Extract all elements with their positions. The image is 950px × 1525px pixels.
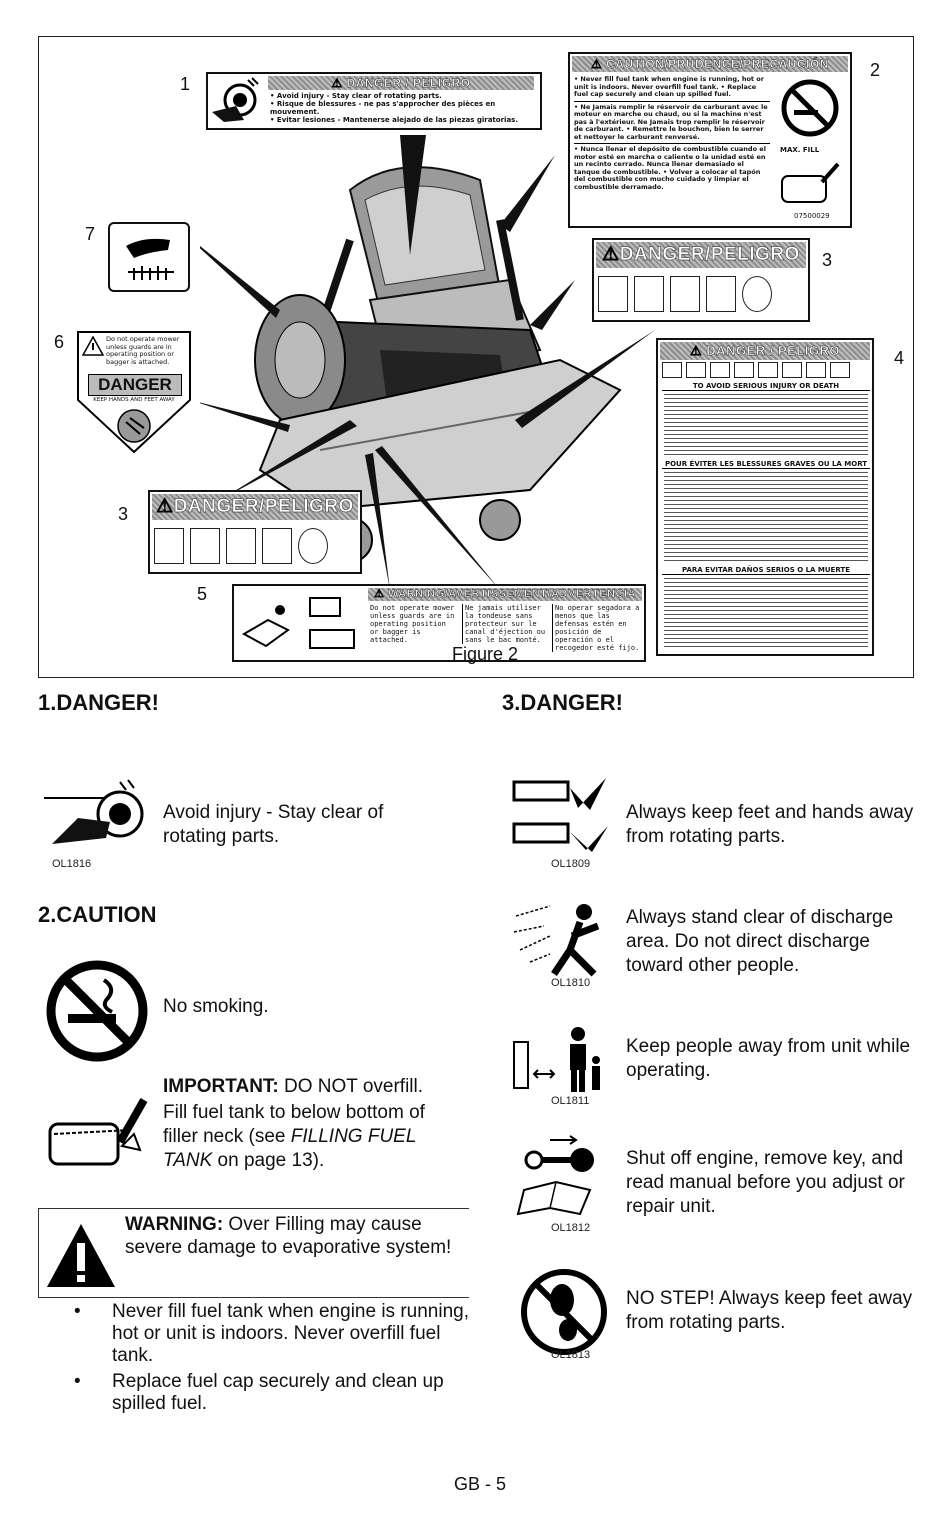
mower-discharge-icon (238, 590, 302, 656)
pictogram-icon (806, 362, 826, 378)
section-3-code-2: OL1810 (551, 977, 591, 989)
list-item (74, 1301, 469, 1367)
bullet-text: Never fill fuel tank when engine is running, hot or unit is indoors. Never overfill fuel tank. (112, 1301, 469, 1366)
fuel-tank-icon (778, 158, 844, 206)
decal-4-heading-fr: POUR ÉVITER LES BLESSURES GRAVES OU LA MORT (662, 460, 870, 469)
decal-3-bottom-banner-text: DANGER/PELIGRO (173, 496, 354, 517)
decal-4-fine-print-fr (664, 472, 868, 562)
section-1-title: 1.DANGER! (38, 690, 160, 715)
section-3-text-3: Keep people away from unit while operating. (626, 1036, 911, 1081)
bullet-dot: • (74, 1371, 81, 1392)
pictogram-icon (734, 362, 754, 378)
pictogram-icon (710, 362, 730, 378)
decal-5-en: Do not operate mower unless guards are in operating position or bagger is attached. (370, 604, 455, 644)
section-2-title: 2.CAUTION (38, 902, 157, 927)
warning-triangle-icon (45, 1221, 117, 1289)
decal-5-es: No operar segadora a menos que las defensas estén en posición de operación o el recogedor esté fijo. (552, 604, 643, 652)
callout-6: 6 (54, 332, 65, 352)
important-label: IMPORTANT: (163, 1076, 279, 1097)
decal-2-banner (572, 56, 848, 72)
decal-7 (108, 222, 190, 292)
section-3-code-5: OL1813 (551, 1349, 591, 1361)
max-fill-label: MAX. FILL (780, 146, 820, 154)
decal-3-bottom (148, 490, 362, 574)
warning-triangle-icon: ⚠ (591, 57, 603, 71)
section-3-text-2: Always stand clear of discharge area. Do not direct discharge toward other people. (626, 907, 894, 976)
decal-4-fine-print-en (664, 394, 868, 456)
decal-2-banner-text: CAUTION/PRUDENCE/PRECAUCIÓN (606, 57, 829, 71)
decal-6 (74, 330, 194, 454)
decal-6-text: Do not operate mower unless guards are in operating position or bagger is attached. (106, 335, 180, 366)
read-manual-icon (262, 528, 292, 564)
key-manual-icon (510, 1132, 620, 1218)
section-3-text-1: Always keep feet and hands away from rotating parts. (626, 802, 914, 847)
warning-triangle-icon: ⚠ (602, 244, 620, 265)
warning-text (125, 1213, 465, 1259)
decal-1-banner-text: DANGER / PELIGRO (346, 76, 471, 90)
decal-3-top-banner (596, 242, 806, 268)
decal-4-heading-es: PARA EVITAR DAÑOS SERIOS O LA MUERTE (662, 566, 870, 575)
pictogram-icon (686, 362, 706, 378)
decal-4-pictograms (662, 362, 870, 380)
decal-4-banner-text: DANGER / PELIGRO (706, 343, 840, 358)
filling-fuel-tank-reference[interactable]: FILLING FUEL TANK (163, 1126, 417, 1171)
decal-3-bottom-pictograms (154, 528, 360, 568)
section-1-text: Avoid injury - Stay clear of rotating parts. (163, 802, 384, 847)
callout-4: 4 (894, 348, 905, 368)
keep-people-away-icon (226, 528, 256, 564)
callout-5: 5 (197, 584, 208, 604)
decal-6-sub: KEEP HANDS AND FEET AWAY (93, 397, 175, 403)
section-3-text-5: NO STEP! Always keep feet away from rotating parts. (626, 1288, 913, 1333)
important-note (163, 1075, 463, 1099)
decal-5-banner (368, 588, 642, 601)
warning-triangle-icon: ⚠ (156, 496, 174, 517)
rotating-parts-icon (210, 76, 262, 126)
warning-triangle-icon: ⚠ (690, 343, 703, 358)
callout-2: 2 (870, 60, 881, 80)
bullet-dot: • (74, 1301, 81, 1322)
decal-5 (232, 584, 646, 662)
keep-people-away-icon (510, 1026, 620, 1096)
warning-label: WARNING: (125, 1214, 224, 1235)
decal-5-banner-text: WARNING/AVERTISSEMENT/ADVERTENCIA (388, 588, 636, 600)
decal-3-bottom-banner (152, 494, 358, 520)
section-3-code-3: OL1811 (551, 1095, 590, 1107)
list-item (74, 1371, 469, 1415)
discharge-icon (190, 528, 220, 564)
decal-5-fr: Ne jamais utiliser la tondeuse sans protecteur sur le canal d'éjection ou sans le bac monté. (462, 604, 551, 644)
pictogram-icon (782, 362, 802, 378)
read-manual-icon (706, 276, 736, 312)
fill-text-b: on page 13). (212, 1150, 325, 1171)
decal-3-top-pictograms (598, 276, 808, 316)
decal-2-es: • Nunca llenar el depósito de combustible cuando el motor esté en marcha o caliente o la unidad esté en un recinto cerrado. Nunca llenar demasiado el tanque de combustible. • Volver a colocar el tapón del combustible con mucho cuidado y limpiar el combustible derramado. (574, 145, 766, 191)
no-smoking-text: No smoking. (163, 996, 269, 1017)
decal-1-text (270, 92, 536, 124)
callout-3-bottom: 3 (118, 504, 129, 524)
bullet-list (74, 1301, 469, 1415)
feet-hands-icon (510, 776, 620, 856)
decal-4-heading-en: TO AVOID SERIOUS INJURY OR DEATH (662, 382, 870, 391)
pictogram-icon (830, 362, 850, 378)
decal-4-banner (660, 342, 870, 360)
no-step-icon (298, 528, 328, 564)
feet-hands-icon (598, 276, 628, 312)
decal-1-line: • Avoid injury - Stay clear of rotating parts. (270, 92, 442, 100)
decal-1-line: • Evitar lesiones - Mantenerse alejado de las piezas giratorias. (270, 116, 518, 124)
decal-1 (206, 72, 542, 130)
figure-caption: Figure 2 (452, 644, 519, 664)
keep-people-away-icon (670, 276, 700, 312)
decal-4 (656, 338, 874, 656)
no-smoking-icon (780, 78, 840, 138)
decal-3-top (592, 238, 810, 322)
hand-hot-surface-icon (114, 228, 186, 288)
page-number: GB - 5 (454, 1474, 507, 1494)
warning-box (38, 1208, 469, 1298)
fill-instruction (163, 1101, 463, 1173)
decal-1-line: • Risque de blessures - ne pas s'approcher des pièces en mouvement. (270, 100, 496, 116)
decal-3-top-banner-text: DANGER/PELIGRO (619, 244, 800, 265)
warning-triangle-icon (82, 336, 104, 356)
callout-3-top: 3 (822, 250, 833, 270)
decal-4-fine-print-es (664, 578, 868, 648)
no-smoking-icon (44, 958, 150, 1064)
decal-2-fr: • Ne Jamais remplir le réservoir de carburant avec le moteur en marche ou chaud, ou si la machine n'est pas à l'extérieur. Ne Jamais trop remplir le réservoir de carburant. • Remettre le bouchon, bien le serrer et nettoyer le carburant renversé. (574, 102, 770, 145)
no-step-icon (742, 276, 772, 312)
decal-6-danger: DANGER (88, 374, 182, 396)
no-step-icon (518, 1266, 610, 1358)
discharge-icon (634, 276, 664, 312)
chute-guard-icon (306, 592, 362, 656)
bullet-text: Replace fuel cap securely and clean up spilled fuel. (112, 1371, 444, 1414)
warning-triangle-icon: ⚠ (374, 588, 385, 600)
pictogram-icon (758, 362, 778, 378)
section-3-text-4: Shut off engine, remove key, and read manual before you adjust or repair unit. (626, 1148, 905, 1217)
callout-7: 7 (85, 224, 96, 244)
fill-text-a: Fill fuel tank to below bottom of filler neck (see (163, 1102, 425, 1147)
warning-triangle-icon: ⚠ (331, 76, 343, 90)
decal-2-part: 07500029 (794, 212, 830, 220)
warning-message: Over Filling may cause severe damage to evaporative system! (125, 1214, 452, 1258)
fuel-tank-icon (44, 1094, 154, 1172)
section-1-code: OL1816 (52, 858, 92, 870)
decal-2-en: • Never fill fuel tank when engine is running, hot or unit is indoors. Never overfill fuel tank. • Replace fuel cap securely and clean up spilled fuel. (574, 76, 770, 102)
section-3-title: 3.DANGER! (502, 690, 624, 715)
pictogram-icon (662, 362, 682, 378)
section-3-code-1: OL1809 (551, 858, 591, 870)
decal-2 (568, 52, 852, 228)
discharge-icon (510, 896, 620, 980)
decal-1-banner (268, 76, 534, 90)
important-text: DO NOT overfill. (278, 1076, 424, 1097)
callout-1: 1 (180, 74, 191, 94)
rotating-parts-icon (40, 778, 150, 852)
feet-hands-icon (154, 528, 184, 564)
section-3-code-4: OL1812 (551, 1222, 591, 1234)
decal-2-text (574, 76, 770, 191)
